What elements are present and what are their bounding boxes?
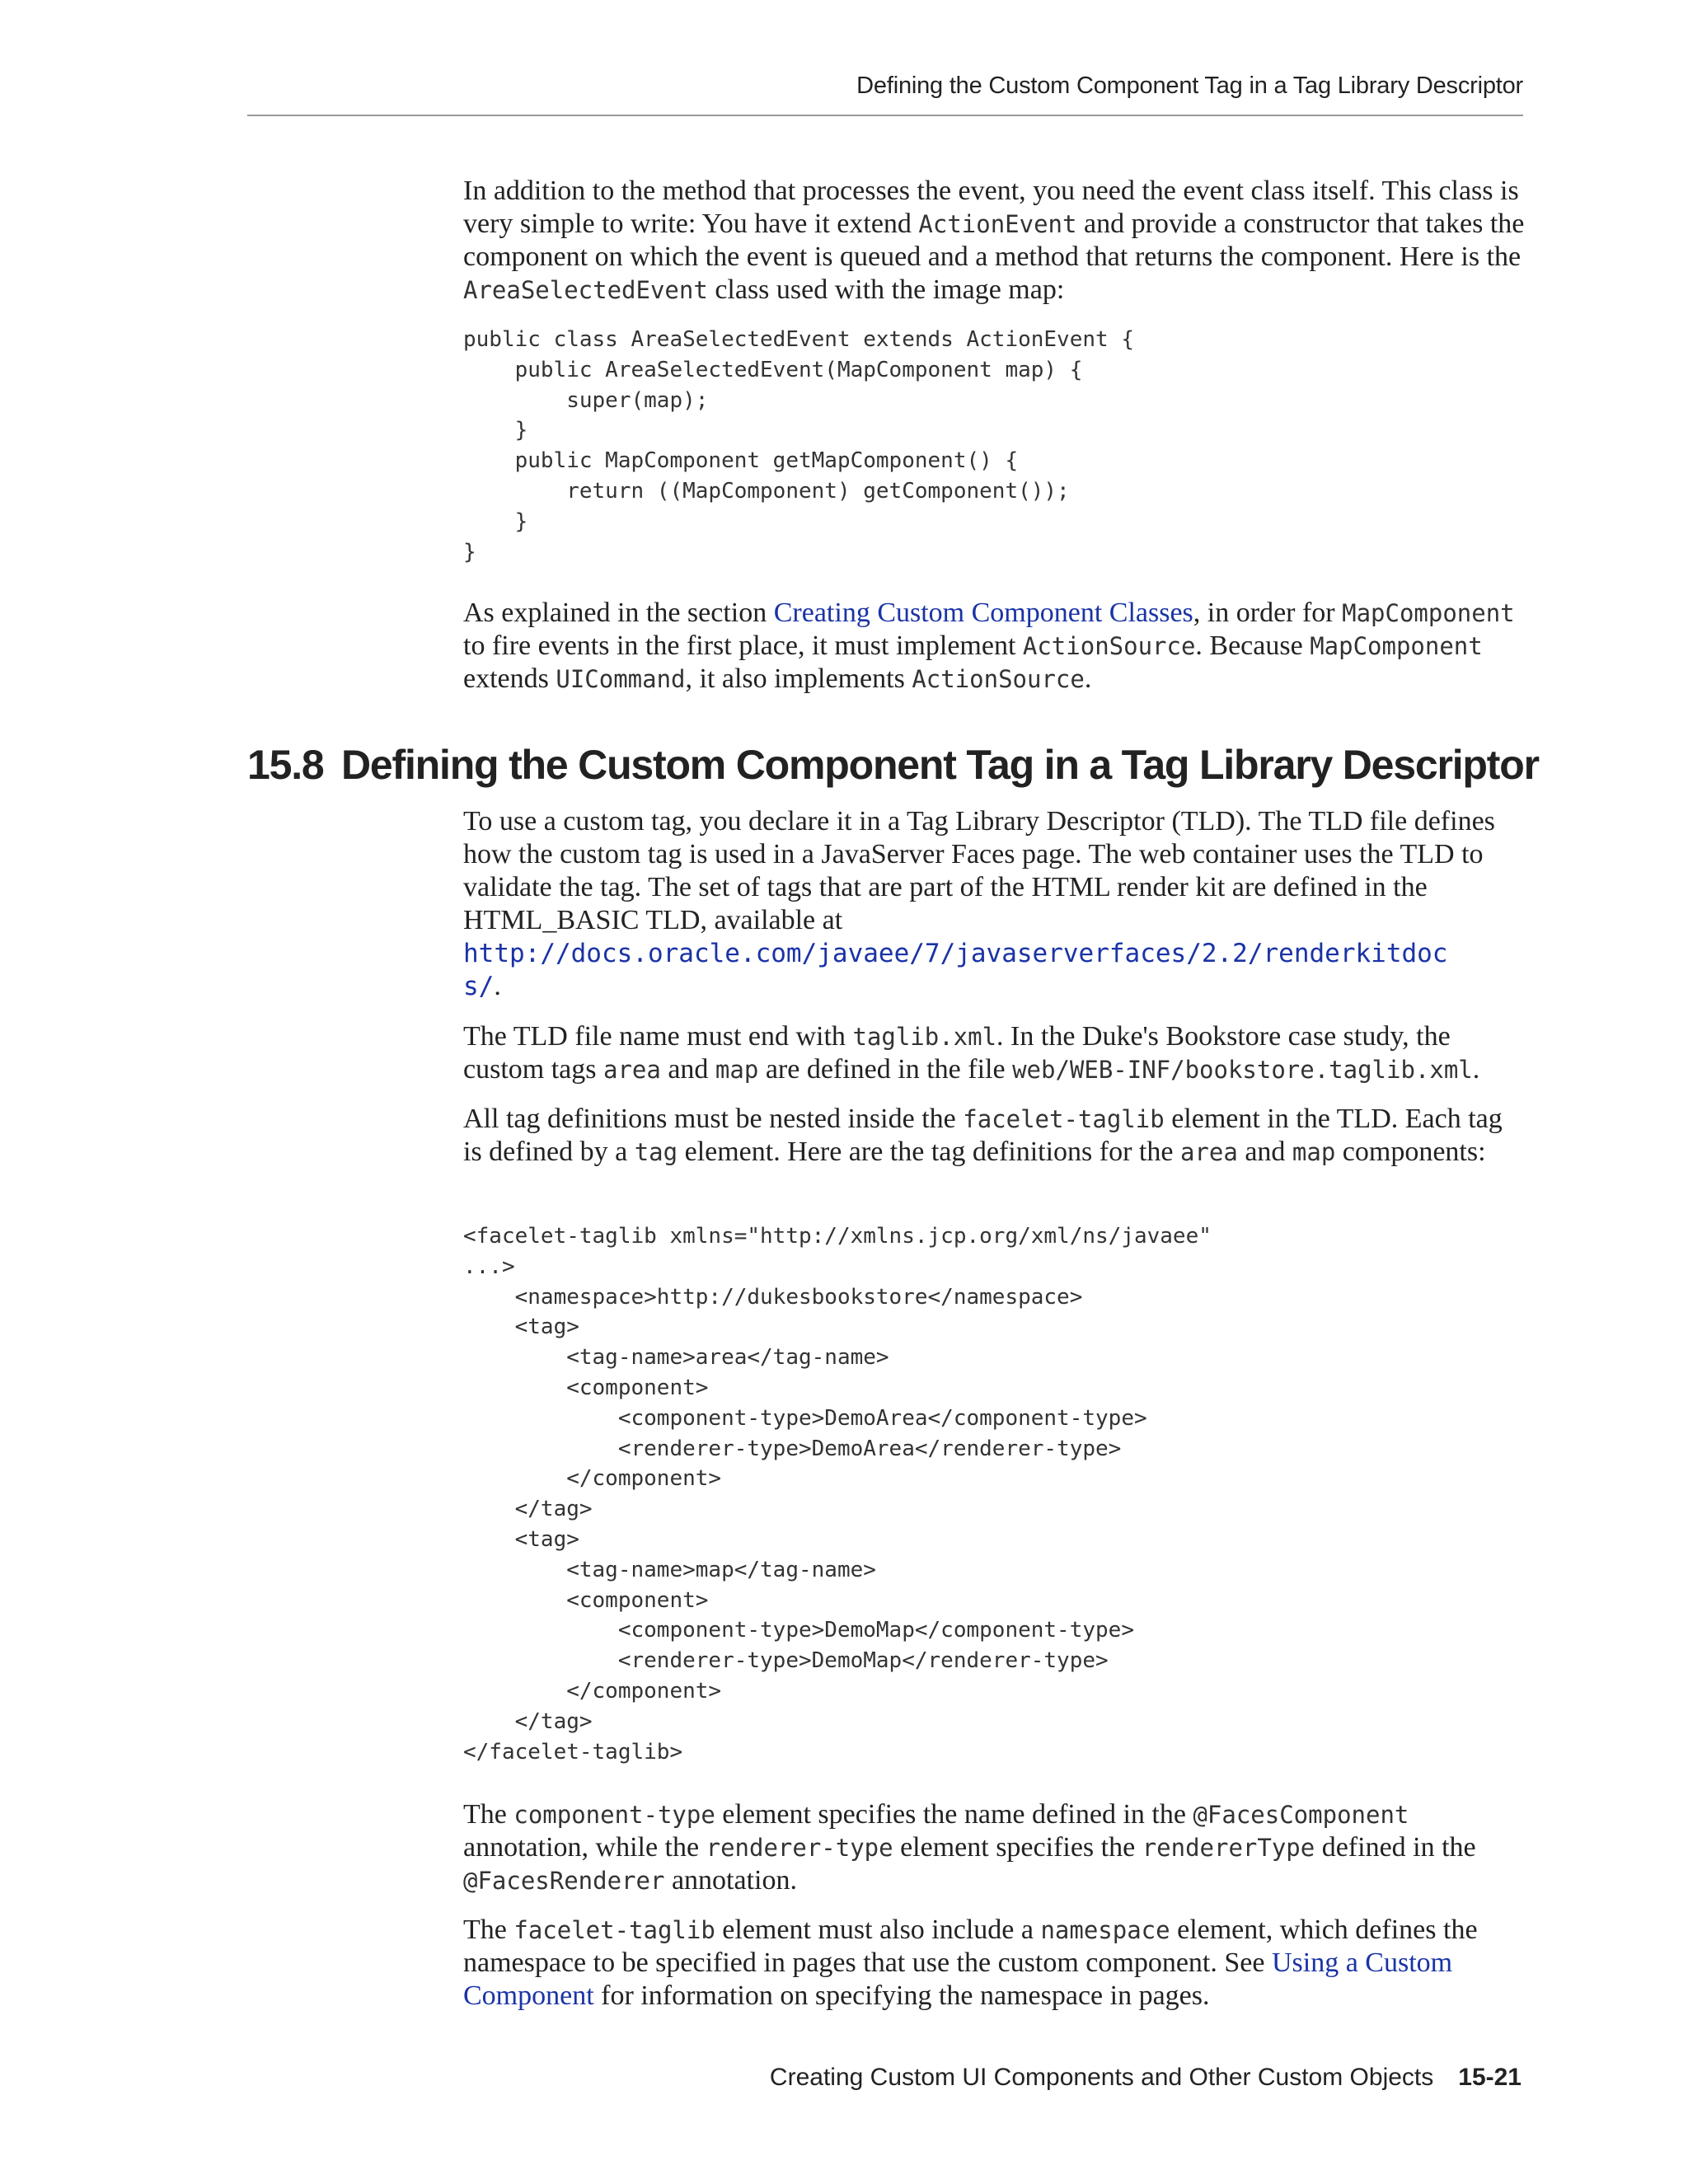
- section-number: 15.8: [247, 742, 324, 788]
- code-block-facelet-taglib: <facelet-taglib xmlns="http://xmlns.jcp.org/xml/ns/javaee" ...> <namespace>http://dukesbookstore</namespace> <tag> <tag-name>area</tag-name> <component> <component-type>DemoArea</component-type> <renderer-type>DemoArea</renderer-type> </component> </tag> <tag> <tag-name>map</tag-name> <component> <component-type>DemoMap</component-type> <renderer-type>DemoMap</renderer-type> </component> </tag> </facelet-taglib>: [463, 1224, 1212, 1765]
- text: .: [1084, 663, 1092, 694]
- text: defined in the: [1315, 1832, 1476, 1863]
- code-map: map: [1292, 1138, 1336, 1166]
- text: All tag definitions must be nested inside the: [463, 1104, 964, 1134]
- code-renderer-type: renderer-type: [706, 1834, 893, 1862]
- code-area-selected-event: AreaSelectedEvent: [463, 276, 708, 304]
- code-renderer-type-attr: rendererType: [1142, 1834, 1315, 1862]
- code-action-source: ActionSource: [1022, 632, 1196, 660]
- paragraph-tag-definitions: [463, 1103, 1526, 1169]
- text: extends: [463, 663, 556, 694]
- code-file-path: web/WEB-INF/bookstore.taglib.xml: [1012, 1056, 1473, 1084]
- section-heading: [247, 740, 1539, 790]
- paragraph-tld-filename: [463, 1020, 1526, 1086]
- code-block-area-selected-event: public class AreaSelectedEvent extends ActionEvent { public AreaSelectedEvent(MapComponent map) { super(map); } public MapComponent getMapComponent() { return ((MapComponent) getComponent()); } }: [463, 327, 1134, 565]
- text: and: [1237, 1137, 1292, 1167]
- link-creating-custom-component-classes[interactable]: Creating Custom Component Classes: [773, 598, 1193, 628]
- text: The TLD file name must end with: [463, 1021, 853, 1052]
- text: element in the TLD. Each tag is defined by a: [463, 1104, 1503, 1167]
- paragraph-namespace: [463, 1914, 1526, 2013]
- text: for information on specifying the namespace in pages.: [593, 1980, 1210, 2011]
- text: element, which defines the namespace to be specified in pages that use the custom component. See: [463, 1915, 1478, 1978]
- text: The: [463, 1799, 514, 1830]
- text: element must also include a: [715, 1915, 1041, 1945]
- text: , in order for: [1193, 598, 1343, 628]
- text: components:: [1335, 1137, 1486, 1167]
- header-rule: [247, 115, 1523, 116]
- link-renderkit-docs-url[interactable]: [463, 939, 1447, 1001]
- text: . In the Duke's Bookstore case study, the custom tags: [463, 1021, 1451, 1085]
- paragraph-component-type: [463, 1798, 1526, 1897]
- text: To use a custom tag, you declare it in a Tag Library Descriptor (TLD). The TLD file defines how the custom tag is used in a JavaServer Faces page. The web container uses the TLD to validate the tag. The set of tags that are part of the HTML render kit are defined in the HTML_BASIC TLD, available at: [463, 806, 1495, 935]
- text: . Because: [1195, 630, 1311, 661]
- page-number: 15-21: [1458, 2064, 1522, 2091]
- text: The: [463, 1915, 514, 1945]
- code-namespace: namespace: [1040, 1916, 1170, 1944]
- code-facelet-taglib: facelet-taglib: [963, 1105, 1165, 1133]
- code-map-component: MapComponent: [1342, 599, 1515, 627]
- text: , it also implements: [685, 663, 912, 694]
- section-title: Defining the Custom Component Tag in a Tag Library Descriptor: [341, 742, 1539, 788]
- code-faces-component: @FacesComponent: [1193, 1801, 1409, 1829]
- link-using-a-custom-component[interactable]: Using a Custom Component: [463, 1947, 1453, 2011]
- code-map-component: MapComponent: [1310, 632, 1483, 660]
- text: .: [494, 971, 501, 1001]
- code-taglib-xml: taglib.xml: [852, 1023, 997, 1051]
- text: In addition to the method that processes the event, you need the event class itself. This class is very simple to write: You have it extend: [463, 176, 1519, 239]
- code-map: map: [715, 1056, 759, 1084]
- code-component-type: component-type: [513, 1801, 715, 1829]
- code-action-event: ActionEvent: [918, 210, 1077, 238]
- code-faces-renderer: @FacesRenderer: [463, 1867, 665, 1895]
- text: annotation, while the: [463, 1832, 706, 1863]
- text: annotation.: [664, 1865, 797, 1896]
- running-header: Defining the Custom Component Tag in a Tag Library Descriptor: [856, 73, 1523, 99]
- text: to fire events in the first place, it must implement: [463, 630, 1023, 661]
- text: element specifies the name defined in the: [715, 1799, 1193, 1830]
- text: and: [660, 1054, 715, 1085]
- url-line-2: s/: [463, 972, 495, 1001]
- text: As explained in the section: [463, 598, 774, 628]
- page-footer: [770, 2064, 1522, 2092]
- code-tag: tag: [634, 1138, 678, 1166]
- text: element. Here are the tag definitions for the: [678, 1137, 1180, 1167]
- code-facelet-taglib: facelet-taglib: [513, 1916, 715, 1944]
- code-ui-command: UICommand: [556, 665, 686, 693]
- code-area: area: [603, 1056, 661, 1084]
- text: element specifies the: [893, 1832, 1142, 1863]
- text: .: [1472, 1054, 1480, 1085]
- footer-title: Creating Custom UI Components and Other Custom Objects: [769, 2064, 1434, 2091]
- paragraph-action-source: [463, 597, 1526, 696]
- code-action-source: ActionSource: [912, 665, 1085, 693]
- code-area: area: [1179, 1138, 1238, 1166]
- text: class used with the image map:: [707, 274, 1065, 305]
- paragraph-event-class: [463, 175, 1526, 307]
- text: and provide a constructor that takes the component on which the event is queued and a method that returns the component. Here is the: [463, 209, 1525, 272]
- paragraph-tld-intro: [463, 805, 1526, 1003]
- url-line-1: http://docs.oracle.com/javaee/7/javaserverfaces/2.2/renderkitdoc: [463, 939, 1448, 968]
- text: are defined in the file: [758, 1054, 1013, 1085]
